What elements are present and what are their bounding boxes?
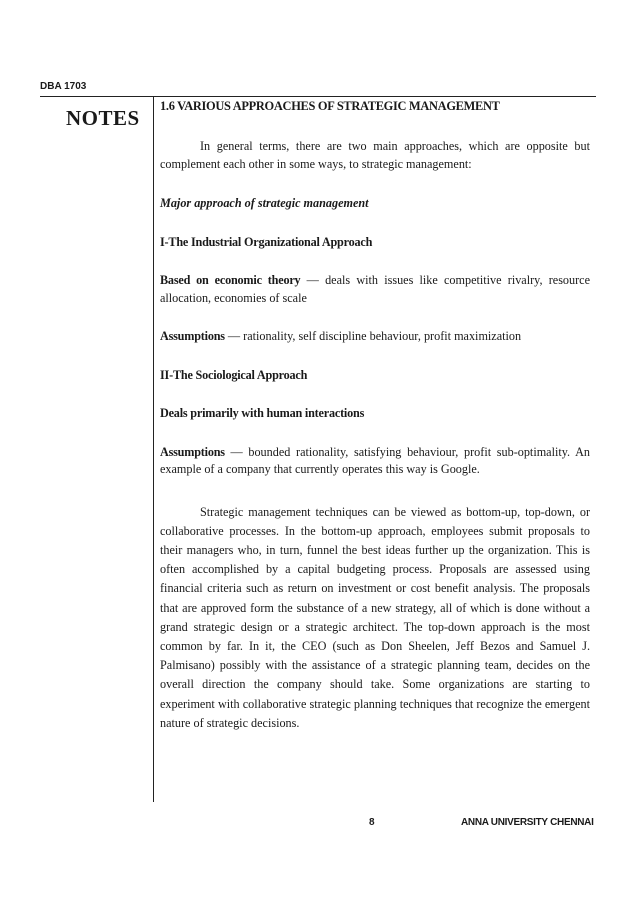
approach2-subheading: Deals primarily with human interactions xyxy=(160,406,365,420)
approach1-basis xyxy=(160,272,590,307)
techniques-paragraph: Strategic management techniques can be viewed as bottom-up, top-down, or collaborative processes. In the bottom-up approach, employees submit proposals to their managers who, in turn, funnel the best ideas further up the organization. This is often accomplished by a capital budgeting process. Proposals are assessed using financial criteria such as return on investment or cost benefit analysis. The proposals that are approved form the substance of a new strategy, all of which is done without a grand strategic design or a strategic architect. The top-down approach is the most common by far. In it, the CEO (such as Don Sheelen, Jeff Bezos and Samuel J. Palmisano) possibly with the assistance of a strategic planning team, decides on the overall direction the company should take. Some organizations are starting to experiment with collaborative strategic planning techniques that recognize the emergent nature of strategic decisions. xyxy=(160,504,590,730)
approach2-assumptions-label: Assumptions xyxy=(160,444,225,459)
approach1-basis-text: — deals with issues like competitive rivalry, resource allocation, economies of scale xyxy=(160,273,590,305)
approach1-assumptions-label: Assumptions xyxy=(160,329,225,343)
margin-rule xyxy=(153,97,154,802)
section-title: 1.6 VARIOUS APPROACHES OF STRATEGIC MANAGEMENT xyxy=(160,99,500,113)
intro-paragraph: In general terms, there are two main approaches, which are opposite but complement each other in some ways, to strategic management: xyxy=(160,139,590,171)
header-rule xyxy=(40,96,596,97)
approach1-assumptions-text: — rationality, self discipline behaviour, profit maximization xyxy=(224,329,522,343)
notes-label: NOTES xyxy=(66,106,140,130)
approach2-assumptions xyxy=(160,444,590,479)
approach1-assumptions xyxy=(160,328,590,346)
page-number: 8 xyxy=(369,817,375,828)
course-code: DBA 1703 xyxy=(40,81,87,92)
approach2-heading: II-The Sociological Approach xyxy=(160,367,308,382)
approach1-basis-label: Based on economic theory xyxy=(160,273,301,287)
approach1-heading: I-The Industrial Organizational Approach xyxy=(160,234,373,249)
major-approach-heading: Major approach of strategic management xyxy=(160,196,369,210)
approach2-assumptions-text: — bounded rationality, satisfying behaviour, profit sub-optimality. An example of a company that currently operates this way is Google. xyxy=(160,444,590,476)
page-content xyxy=(160,98,590,733)
university-name: ANNA UNIVERSITY CHENNAI xyxy=(461,817,594,828)
